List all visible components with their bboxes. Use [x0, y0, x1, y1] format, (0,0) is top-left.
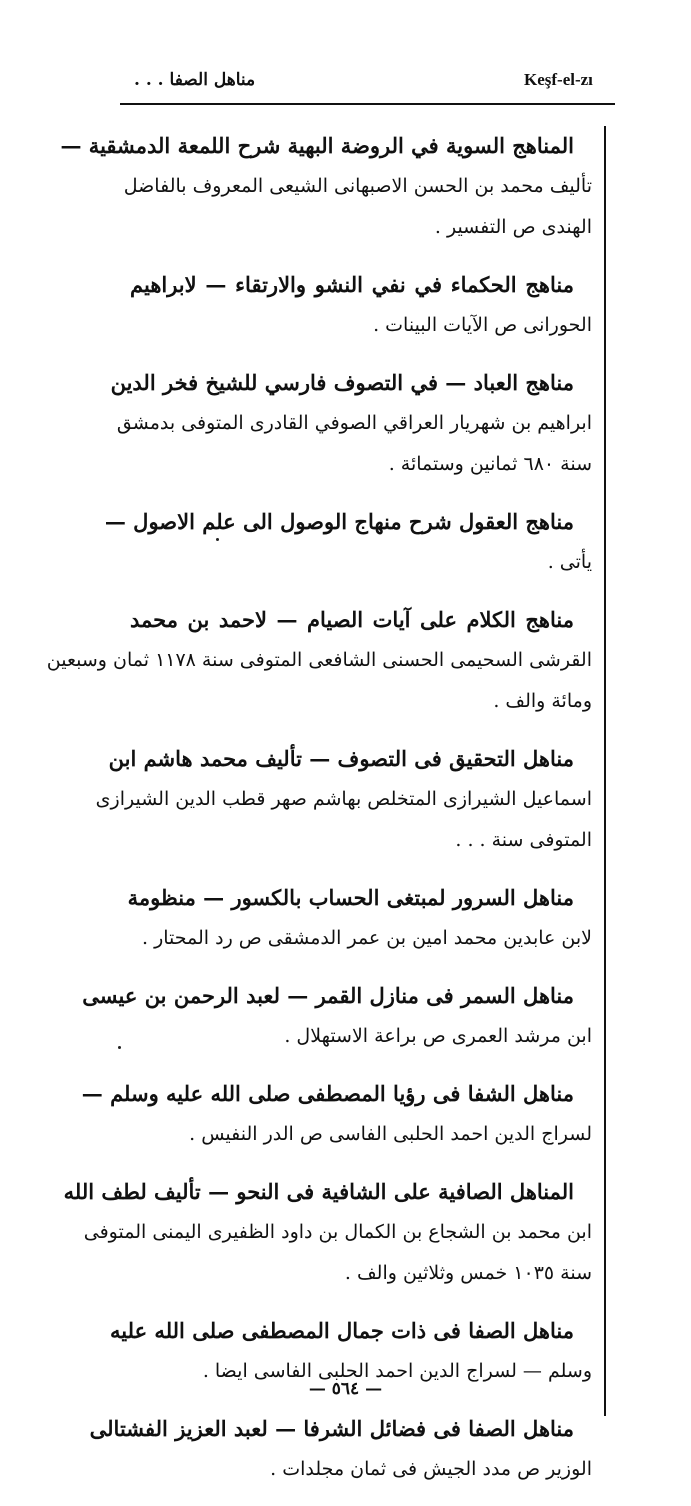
book-title: Keşf-el-zı: [524, 70, 593, 89]
entry: [82, 975, 592, 1057]
entry: [127, 877, 592, 959]
entry: [63, 1171, 592, 1294]
entry-line: تأليف محمد بن الحسن الاصبهانى الشيعى المعروف بالفاضل: [123, 175, 592, 197]
entry-line: لسراج الدين احمد الحلبى الفاسى ص الدر النفيس .: [189, 1123, 592, 1145]
entry-line: الحورانى ص الآيات البينات .: [373, 314, 592, 336]
entry-line: مناهل التحقيق فى التصوف — تأليف محمد هاشم ابن: [108, 746, 574, 771]
header-rule: [120, 103, 615, 105]
entry: [110, 362, 592, 485]
entry-line: المناهج السوية في الروضة البهية شرح اللمعة الدمشقية —: [60, 133, 574, 158]
entry-line: مناهج الحكماء في نفي النشو والارتقاء — لابراهيم: [130, 272, 574, 297]
entry-line: ابن محمد بن الشجاع بن الكمال بن داود الظفيرى اليمنى المتوفى: [83, 1221, 592, 1243]
entry-line: المناهل الصافية على الشافية فى النحو — تأليف لطف الله: [63, 1179, 574, 1204]
running-title: مناهل الصفا . . .: [134, 70, 256, 90]
page-number: — ٥٦٤ —: [308, 1379, 383, 1399]
entry-line: مناهل الصفا فى ذات جمال المصطفى صلى الله عليه: [110, 1318, 574, 1343]
entry-line: سنة ١٠٣٥ خمس وثلاثين والف .: [344, 1262, 592, 1284]
entry-line: لابن عابدين محمد امين بن عمر الدمشقى ص رد المحتار .: [141, 927, 592, 949]
entry-list: [46, 125, 592, 1506]
entry-line: يأتى .: [547, 551, 592, 573]
entry: [95, 738, 592, 861]
entry: [46, 599, 592, 722]
entry-line: ابراهيم بن شهريار العراقي الصوفي القادرى المتوفى بدمشق: [116, 412, 592, 434]
entry-line: مناهج العقول شرح منهاج الوصول الى علم الاصول —: [104, 509, 574, 534]
entry-line: مناهج الكلام على آيات الصيام — لاحمد بن محمد: [130, 607, 574, 632]
entry-line: مناهج العباد — في التصوف فارسي للشيخ فخر الدين: [110, 370, 574, 395]
entry-line: مناهل الصفا فى فضائل الشرفا — لعبد العزيز الفشتالى: [89, 1416, 574, 1441]
entry-line: مناهل السمر فى منازل القمر — لعبد الرحمن بن عيسى: [82, 983, 574, 1008]
entry-line: ابن مرشد العمرى ص براعة الاستهلال .: [284, 1025, 592, 1047]
margin-rule: [604, 126, 606, 1416]
entry: [60, 125, 592, 248]
print-speck: [118, 1046, 121, 1049]
entry-line: سنة ٦٨٠ ثمانين وستمائة .: [388, 453, 592, 475]
entry-line: ومائة والف .: [493, 690, 592, 712]
entry-line: المتوفى سنة . . .: [455, 829, 592, 851]
entry-line: مناهل الشفا فى رؤيا المصطفى صلى الله عليه وسلم —: [81, 1081, 574, 1106]
entry-line: القرشى السحيمى الحسنى الشافعى المتوفى سنة ١١٧٨ ثمان وسبعين: [46, 649, 592, 671]
entry: [89, 1408, 592, 1490]
entry-line: الوزير ص مدد الجيش فى ثمان مجلدات .: [270, 1458, 592, 1480]
entry-line: الهندى ص التفسير .: [434, 216, 592, 238]
entry-line: وسلم — لسراج الدين احمد الحلبى الفاسى ايضا .: [202, 1360, 592, 1382]
entry: [104, 501, 592, 583]
entry-line: اسماعيل الشيرازى المتخلص بهاشم صهر قطب الدين الشيرازى: [95, 788, 592, 810]
entry-line: مناهل السرور لمبتغى الحساب بالكسور — منظومة: [127, 885, 574, 910]
entry: [130, 264, 592, 346]
print-speck: [216, 538, 219, 541]
entry: [81, 1073, 592, 1155]
